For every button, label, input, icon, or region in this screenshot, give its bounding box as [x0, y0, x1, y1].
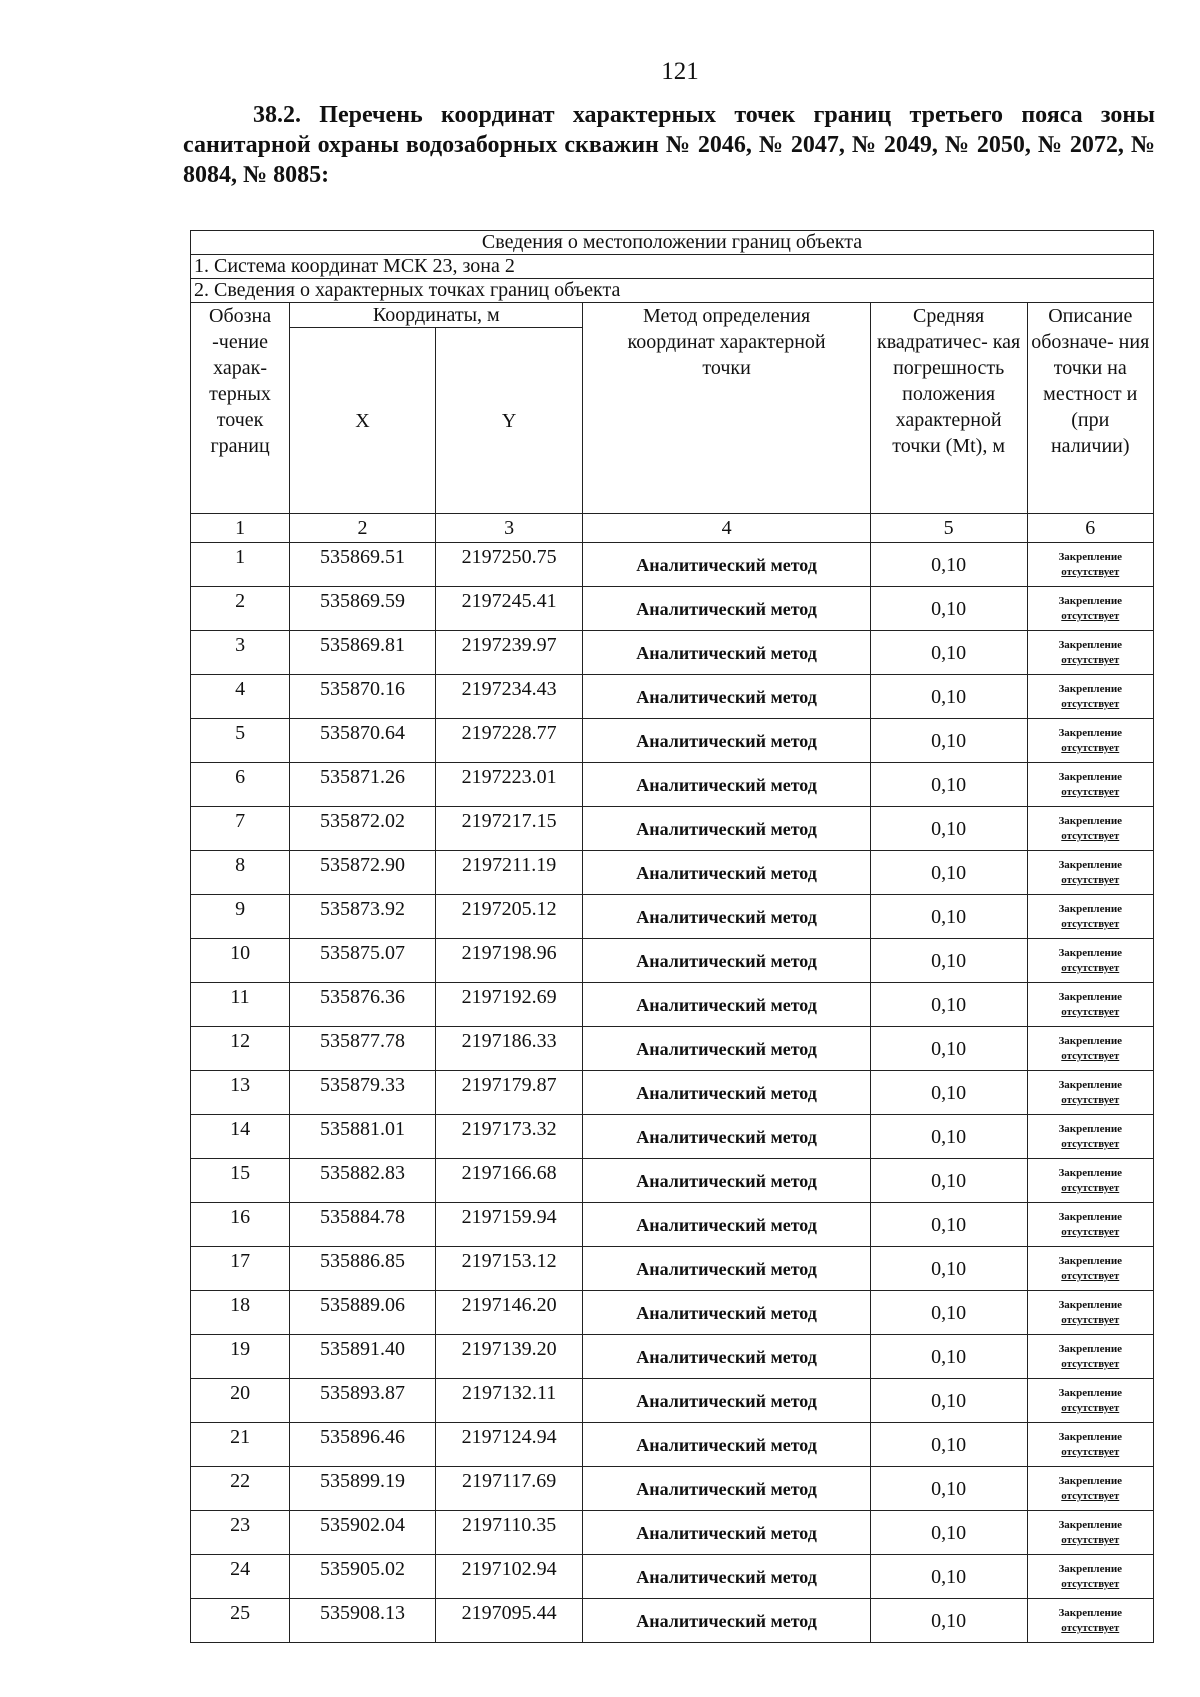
table-row — [191, 807, 1154, 851]
point-description — [1027, 1555, 1153, 1599]
error-mt: 0,10 — [870, 587, 1027, 631]
coord-x: 535872.02 — [290, 807, 436, 851]
header-x: X — [290, 328, 436, 514]
point-number: 22 — [191, 1467, 290, 1511]
coord-x: 535902.04 — [290, 1511, 436, 1555]
method: Аналитический метод — [583, 675, 870, 719]
method: Аналитический метод — [583, 1511, 870, 1555]
description-line-2: отсутствует — [1061, 785, 1120, 798]
method: Аналитический метод — [583, 851, 870, 895]
coord-y: 2197132.11 — [435, 1379, 583, 1423]
description-line-1: Закрепление — [1058, 638, 1123, 651]
table-row — [191, 1467, 1154, 1511]
error-mt: 0,10 — [870, 939, 1027, 983]
error-mt: 0,10 — [870, 1379, 1027, 1423]
column-number: 4 — [583, 514, 870, 543]
coord-y: 2197110.35 — [435, 1511, 583, 1555]
point-number: 20 — [191, 1379, 290, 1423]
point-description — [1027, 719, 1153, 763]
table-row — [191, 1027, 1154, 1071]
error-mt: 0,10 — [870, 1247, 1027, 1291]
coord-x: 535870.64 — [290, 719, 436, 763]
point-number: 12 — [191, 1027, 290, 1071]
coord-y: 2197217.15 — [435, 807, 583, 851]
point-description — [1027, 1291, 1153, 1335]
error-mt: 0,10 — [870, 631, 1027, 675]
table-row — [191, 1379, 1154, 1423]
coord-y: 2197245.41 — [435, 587, 583, 631]
point-number: 14 — [191, 1115, 290, 1159]
description-line-1: Закрепление — [1058, 1122, 1123, 1135]
coord-x: 535871.26 — [290, 763, 436, 807]
point-description — [1027, 1599, 1153, 1643]
method: Аналитический метод — [583, 1247, 870, 1291]
point-description — [1027, 1379, 1153, 1423]
point-description — [1027, 675, 1153, 719]
header-coordinates: Координаты, м — [290, 303, 583, 328]
point-number: 4 — [191, 675, 290, 719]
coord-y: 2197102.94 — [435, 1555, 583, 1599]
table-row — [191, 1115, 1154, 1159]
table-row — [191, 851, 1154, 895]
method: Аналитический метод — [583, 543, 870, 587]
coord-y: 2197117.69 — [435, 1467, 583, 1511]
description-line-1: Закрепление — [1058, 902, 1123, 915]
error-mt: 0,10 — [870, 1599, 1027, 1643]
point-number: 6 — [191, 763, 290, 807]
description-line-1: Закрепление — [1058, 1518, 1123, 1531]
description-line-2: отсутствует — [1061, 1269, 1120, 1282]
error-mt: 0,10 — [870, 1335, 1027, 1379]
point-description — [1027, 895, 1153, 939]
coord-y: 2197139.20 — [435, 1335, 583, 1379]
table-row — [191, 1071, 1154, 1115]
point-number: 8 — [191, 851, 290, 895]
table-row — [191, 719, 1154, 763]
method: Аналитический метод — [583, 983, 870, 1027]
table-row — [191, 1291, 1154, 1335]
method: Аналитический метод — [583, 1555, 870, 1599]
point-description — [1027, 1159, 1153, 1203]
coord-x: 535877.78 — [290, 1027, 436, 1071]
column-number: 2 — [290, 514, 436, 543]
description-line-2: отсутствует — [1061, 1137, 1120, 1150]
coord-x: 535869.81 — [290, 631, 436, 675]
error-mt: 0,10 — [870, 1115, 1027, 1159]
coord-y: 2197223.01 — [435, 763, 583, 807]
description-line-2: отсутствует — [1061, 653, 1120, 666]
description-line-1: Закрепление — [1058, 682, 1123, 695]
description-line-2: отсутствует — [1061, 609, 1120, 622]
method: Аналитический метод — [583, 807, 870, 851]
coordinates-table — [190, 230, 1154, 1643]
description-line-2: отсутствует — [1061, 1533, 1120, 1546]
coord-x: 535884.78 — [290, 1203, 436, 1247]
point-description — [1027, 1115, 1153, 1159]
error-mt: 0,10 — [870, 1467, 1027, 1511]
point-number: 2 — [191, 587, 290, 631]
error-mt: 0,10 — [870, 895, 1027, 939]
point-description — [1027, 1335, 1153, 1379]
method: Аналитический метод — [583, 1291, 870, 1335]
coord-x: 535869.59 — [290, 587, 436, 631]
point-number: 15 — [191, 1159, 290, 1203]
description-line-1: Закрепление — [1058, 1078, 1123, 1091]
error-mt: 0,10 — [870, 675, 1027, 719]
method: Аналитический метод — [583, 1115, 870, 1159]
error-mt: 0,10 — [870, 1291, 1027, 1335]
table-row — [191, 675, 1154, 719]
error-mt: 0,10 — [870, 1071, 1027, 1115]
description-line-2: отсутствует — [1061, 1005, 1120, 1018]
coord-y: 2197205.12 — [435, 895, 583, 939]
coord-x: 535882.83 — [290, 1159, 436, 1203]
error-mt: 0,10 — [870, 763, 1027, 807]
table-row — [191, 587, 1154, 631]
description-line-2: отсутствует — [1061, 1049, 1120, 1062]
description-line-2: отсутствует — [1061, 741, 1120, 754]
coord-y: 2197166.68 — [435, 1159, 583, 1203]
point-number: 5 — [191, 719, 290, 763]
description-line-1: Закрепление — [1058, 1386, 1123, 1399]
point-description — [1027, 1071, 1153, 1115]
method: Аналитический метод — [583, 1599, 870, 1643]
description-line-2: отсутствует — [1061, 1093, 1120, 1106]
point-description — [1027, 1027, 1153, 1071]
header-error: Средняя квадратичес- кая погрешность положения характерной точки (Mt), м — [870, 303, 1027, 514]
coordinate-system-row: 1. Система координат МСК 23, зона 2 — [191, 255, 1154, 279]
point-description — [1027, 1247, 1153, 1291]
description-line-1: Закрепление — [1058, 1342, 1123, 1355]
point-number: 11 — [191, 983, 290, 1027]
method: Аналитический метод — [583, 1423, 870, 1467]
error-mt: 0,10 — [870, 543, 1027, 587]
description-line-1: Закрепление — [1058, 594, 1123, 607]
coord-x: 535872.90 — [290, 851, 436, 895]
coord-x: 535891.40 — [290, 1335, 436, 1379]
description-line-2: отсутствует — [1061, 697, 1120, 710]
coord-x: 535881.01 — [290, 1115, 436, 1159]
description-line-1: Закрепление — [1058, 1166, 1123, 1179]
column-number: 1 — [191, 514, 290, 543]
method: Аналитический метод — [583, 1379, 870, 1423]
point-number: 16 — [191, 1203, 290, 1247]
description-line-2: отсутствует — [1061, 1313, 1120, 1326]
coord-x: 535873.92 — [290, 895, 436, 939]
description-line-1: Закрепление — [1058, 1474, 1123, 1487]
method: Аналитический метод — [583, 1203, 870, 1247]
point-number: 13 — [191, 1071, 290, 1115]
method: Аналитический метод — [583, 1027, 870, 1071]
error-mt: 0,10 — [870, 807, 1027, 851]
header-method: Метод определения координат характерной точки — [583, 303, 870, 514]
error-mt: 0,10 — [870, 1555, 1027, 1599]
description-line-2: отсутствует — [1061, 1181, 1120, 1194]
error-mt: 0,10 — [870, 983, 1027, 1027]
description-line-2: отсутствует — [1061, 565, 1120, 578]
description-line-1: Закрепление — [1058, 1210, 1123, 1223]
description-line-2: отсутствует — [1061, 1445, 1120, 1458]
document-heading: 38.2. Перечень координат характерных точек границ третьего пояса зоны санитарной охраны водозаборных скважин № 2046, № 2047, № 2049, № 2050, № 2072, № 8084, № 8085: — [183, 102, 1155, 188]
error-mt: 0,10 — [870, 1203, 1027, 1247]
coord-y: 2197234.43 — [435, 675, 583, 719]
point-description — [1027, 983, 1153, 1027]
error-mt: 0,10 — [870, 1159, 1027, 1203]
coord-y: 2197146.20 — [435, 1291, 583, 1335]
description-line-2: отсутствует — [1061, 829, 1120, 842]
description-line-1: Закрепление — [1058, 1254, 1123, 1267]
description-line-1: Закрепление — [1058, 858, 1123, 871]
point-number: 9 — [191, 895, 290, 939]
point-number: 23 — [191, 1511, 290, 1555]
coord-x: 535879.33 — [290, 1071, 436, 1115]
table-row — [191, 939, 1154, 983]
table-row — [191, 1423, 1154, 1467]
table-row — [191, 1203, 1154, 1247]
point-description — [1027, 763, 1153, 807]
description-line-1: Закрепление — [1058, 814, 1123, 827]
description-line-1: Закрепление — [1058, 1298, 1123, 1311]
table-row — [191, 1247, 1154, 1291]
table-row — [191, 763, 1154, 807]
point-description — [1027, 851, 1153, 895]
table-row — [191, 1159, 1154, 1203]
point-description — [1027, 1423, 1153, 1467]
table-row — [191, 983, 1154, 1027]
description-line-1: Закрепление — [1058, 770, 1123, 783]
point-number: 21 — [191, 1423, 290, 1467]
point-description — [1027, 587, 1153, 631]
error-mt: 0,10 — [870, 851, 1027, 895]
header-point-designation: Обозна -чение харак- терных точек границ — [191, 303, 290, 514]
method: Аналитический метод — [583, 631, 870, 675]
coord-y: 2197198.96 — [435, 939, 583, 983]
coord-x: 535899.19 — [290, 1467, 436, 1511]
coord-y: 2197153.12 — [435, 1247, 583, 1291]
description-line-1: Закрепление — [1058, 946, 1123, 959]
coord-x: 535870.16 — [290, 675, 436, 719]
table-row — [191, 543, 1154, 587]
description-line-2: отсутствует — [1061, 1401, 1120, 1414]
coord-y: 2197192.69 — [435, 983, 583, 1027]
error-mt: 0,10 — [870, 1027, 1027, 1071]
coord-y: 2197239.97 — [435, 631, 583, 675]
description-line-2: отсутствует — [1061, 1225, 1120, 1238]
point-number: 7 — [191, 807, 290, 851]
page-number: 121 — [661, 58, 699, 85]
table-row — [191, 1511, 1154, 1555]
point-number: 1 — [191, 543, 290, 587]
coord-x: 535869.51 — [290, 543, 436, 587]
method: Аналитический метод — [583, 1159, 870, 1203]
point-number: 3 — [191, 631, 290, 675]
method: Аналитический метод — [583, 763, 870, 807]
description-line-1: Закрепление — [1058, 1034, 1123, 1047]
description-line-1: Закрепление — [1058, 550, 1123, 563]
coord-y: 2197179.87 — [435, 1071, 583, 1115]
description-line-2: отсутствует — [1061, 917, 1120, 930]
coord-y: 2197095.44 — [435, 1599, 583, 1643]
method: Аналитический метод — [583, 895, 870, 939]
coord-x: 535908.13 — [290, 1599, 436, 1643]
point-description — [1027, 543, 1153, 587]
error-mt: 0,10 — [870, 1511, 1027, 1555]
description-line-2: отсутствует — [1061, 1621, 1120, 1634]
description-line-2: отсутствует — [1061, 1357, 1120, 1370]
point-number: 17 — [191, 1247, 290, 1291]
coord-x: 535886.85 — [290, 1247, 436, 1291]
point-number: 19 — [191, 1335, 290, 1379]
coord-y: 2197159.94 — [435, 1203, 583, 1247]
table-row — [191, 631, 1154, 675]
column-number: 6 — [1027, 514, 1153, 543]
method: Аналитический метод — [583, 719, 870, 763]
description-line-1: Закрепление — [1058, 1430, 1123, 1443]
coord-y: 2197250.75 — [435, 543, 583, 587]
description-line-2: отсутствует — [1061, 873, 1120, 886]
description-line-1: Закрепление — [1058, 1606, 1123, 1619]
coord-y: 2197124.94 — [435, 1423, 583, 1467]
table-title: Сведения о местоположении границ объекта — [191, 231, 1154, 255]
header-description: Описание обозначе- ния точки на местност и (при наличии) — [1027, 303, 1153, 514]
point-description — [1027, 1467, 1153, 1511]
table-row — [191, 1555, 1154, 1599]
points-info-row: 2. Сведения о характерных точках границ объекта — [191, 279, 1154, 303]
coord-y: 2197228.77 — [435, 719, 583, 763]
point-description — [1027, 631, 1153, 675]
coord-x: 535896.46 — [290, 1423, 436, 1467]
point-description — [1027, 807, 1153, 851]
column-number: 5 — [870, 514, 1027, 543]
point-description — [1027, 1511, 1153, 1555]
point-number: 18 — [191, 1291, 290, 1335]
description-line-1: Закрепление — [1058, 990, 1123, 1003]
description-line-1: Закрепление — [1058, 726, 1123, 739]
method: Аналитический метод — [583, 1071, 870, 1115]
table-row — [191, 895, 1154, 939]
point-description — [1027, 1203, 1153, 1247]
table-row — [191, 1335, 1154, 1379]
coord-x: 535889.06 — [290, 1291, 436, 1335]
method: Аналитический метод — [583, 587, 870, 631]
point-number: 24 — [191, 1555, 290, 1599]
coord-y: 2197186.33 — [435, 1027, 583, 1071]
header-y: Y — [435, 328, 583, 514]
column-number: 3 — [435, 514, 583, 543]
table-row — [191, 1599, 1154, 1643]
coord-x: 535875.07 — [290, 939, 436, 983]
coord-y: 2197173.32 — [435, 1115, 583, 1159]
description-line-2: отсутствует — [1061, 961, 1120, 974]
coord-x: 535893.87 — [290, 1379, 436, 1423]
coord-y: 2197211.19 — [435, 851, 583, 895]
description-line-1: Закрепление — [1058, 1562, 1123, 1575]
point-number: 25 — [191, 1599, 290, 1643]
error-mt: 0,10 — [870, 1423, 1027, 1467]
method: Аналитический метод — [583, 1467, 870, 1511]
point-description — [1027, 939, 1153, 983]
coord-x: 535905.02 — [290, 1555, 436, 1599]
description-line-2: отсутствует — [1061, 1577, 1120, 1590]
error-mt: 0,10 — [870, 719, 1027, 763]
description-line-2: отсутствует — [1061, 1489, 1120, 1502]
coord-x: 535876.36 — [290, 983, 436, 1027]
method: Аналитический метод — [583, 1335, 870, 1379]
point-number: 10 — [191, 939, 290, 983]
method: Аналитический метод — [583, 939, 870, 983]
